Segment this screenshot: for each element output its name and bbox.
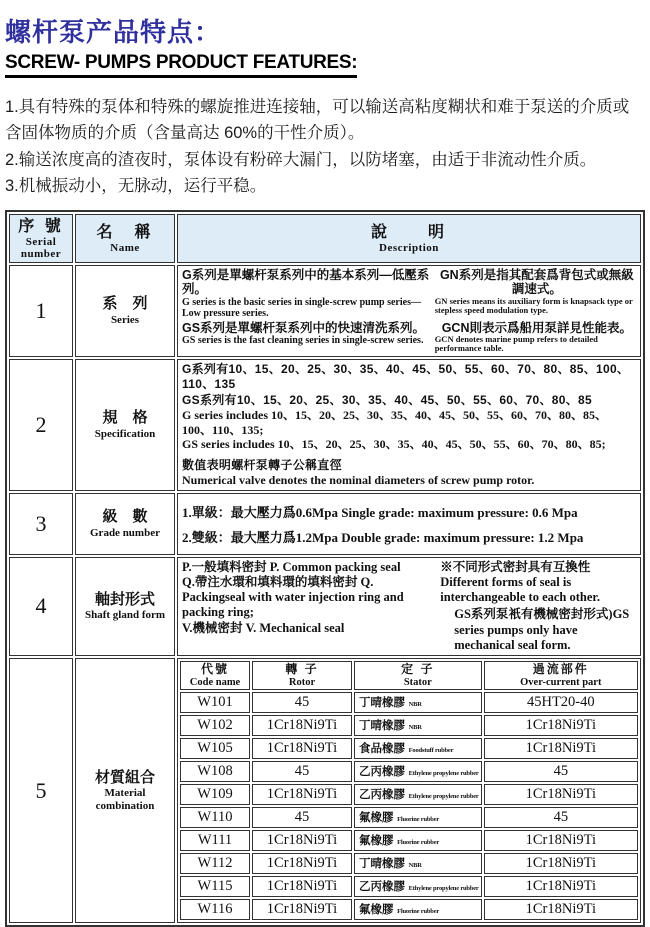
header-serial-en: Serial number bbox=[20, 235, 62, 260]
grade-name bbox=[75, 493, 175, 555]
gland-note-2: GS系列泵衹有機械密封形式)GS series pumps only have mechanical seal form. bbox=[454, 607, 630, 652]
material-stator bbox=[354, 899, 482, 920]
spec-name bbox=[75, 359, 175, 491]
seal-type-p: P.一般填料密封 P. Common packing seal bbox=[182, 559, 401, 574]
material-stator-zh: 氟橡膠 bbox=[359, 904, 394, 917]
material-code: W109 bbox=[180, 784, 250, 805]
material-stator-zh: 氟橡膠 bbox=[359, 812, 394, 825]
material-code: W108 bbox=[180, 761, 250, 782]
material-rotor: 1Cr18Ni9Ti bbox=[252, 738, 352, 759]
material-stator-en: Fluorine rubber bbox=[397, 816, 440, 824]
material-rotor: 1Cr18Ni9Ti bbox=[252, 853, 352, 874]
gland-notes bbox=[440, 560, 640, 654]
material-stator bbox=[354, 715, 482, 736]
material-description bbox=[177, 658, 641, 923]
material-stator bbox=[354, 853, 482, 874]
grade-line-single: 1.單級：最大壓力爲0.6Mpa Single grade: maximum pressure: 0.6 Mpa bbox=[182, 504, 578, 520]
material-part: 1Cr18Ni9Ti bbox=[484, 715, 638, 736]
series-gs-zh: GS系列是單螺杆泵系列中的快速清洗系列。 bbox=[182, 320, 426, 335]
page-title-zh: 螺杆泵产品特点： bbox=[5, 17, 222, 47]
material-stator bbox=[354, 761, 482, 782]
material-part: 45 bbox=[484, 761, 638, 782]
header-serial bbox=[9, 214, 73, 263]
material-part: 1Cr18Ni9Ti bbox=[484, 784, 638, 805]
material-name bbox=[75, 658, 175, 923]
material-stator-zh: 乙丙橡膠 bbox=[359, 789, 405, 802]
material-stator bbox=[354, 692, 482, 713]
material-rotor: 1Cr18Ni9Ti bbox=[252, 876, 352, 897]
series-g-en: G series is the basic series in single-screw pump series—Low pressure series. bbox=[182, 296, 421, 319]
material-name-zh: 材質組合 bbox=[94, 768, 155, 786]
material-row-w112 bbox=[180, 853, 638, 874]
series-name bbox=[75, 265, 175, 357]
series-serial: 1 bbox=[9, 265, 73, 357]
material-part: 1Cr18Ni9Ti bbox=[484, 876, 638, 897]
series-gn-zh: GN系列是指其配套爲背包式或無級調速式。 bbox=[439, 267, 634, 297]
gland-note-1: ※不同形式密封具有互換性 Different forms of seal is interchangeable to each other. bbox=[440, 559, 600, 604]
series-name-en: Series bbox=[110, 313, 140, 326]
material-code: W110 bbox=[180, 807, 250, 828]
gland-name-en: Shaft gland form bbox=[84, 609, 166, 622]
material-header-part-zh: 過流部件 bbox=[532, 662, 589, 676]
material-stator-zh: 丁晴橡膠 bbox=[359, 858, 405, 871]
material-part: 1Cr18Ni9Ti bbox=[484, 853, 638, 874]
material-part: 45HT20-40 bbox=[484, 692, 638, 713]
seal-type-q: Q.帶注水環和填料環的填料密封 Q. Packingseal with water injection ring and packing ring; bbox=[182, 574, 404, 620]
material-code: W105 bbox=[180, 738, 250, 759]
seal-type-v: V.機械密封 V. Mechanical seal bbox=[182, 620, 345, 635]
product-spec-table bbox=[5, 210, 645, 927]
material-header-row bbox=[180, 661, 638, 690]
series-description bbox=[177, 265, 641, 357]
material-stator-zh: 乙丙橡膠 bbox=[359, 881, 405, 894]
material-table bbox=[178, 659, 640, 922]
spec-line-5: 數值表明螺杆泵轉子公稱直徑 bbox=[182, 457, 342, 472]
material-header-part-en: Over-current part bbox=[520, 676, 602, 688]
feature-item-3: 3.机械振动小，无脉动，运行平稳。 bbox=[5, 177, 267, 196]
material-header-stator-zh: 定 子 bbox=[401, 662, 435, 676]
material-stator-zh: 乙丙橡膠 bbox=[359, 766, 405, 779]
material-stator-en: Foodstuff rubber bbox=[408, 747, 454, 755]
gland-seal-types bbox=[182, 560, 436, 654]
material-stator bbox=[354, 807, 482, 828]
series-gcn-en: GCN denotes marine pump refers to detailed performance table. bbox=[434, 333, 598, 354]
material-row-w105 bbox=[180, 738, 638, 759]
row-material bbox=[9, 658, 641, 923]
material-stator-zh: 丁晴橡膠 bbox=[359, 720, 405, 733]
material-row-w115 bbox=[180, 876, 638, 897]
spec-line-4: GS series includes 10、15、20、25、30、35、40、45、50、55、60、70、80、85; bbox=[182, 437, 606, 452]
material-stator-zh: 氟橡膠 bbox=[359, 835, 394, 848]
grade-serial: 3 bbox=[9, 493, 73, 555]
series-gs-en: GS series is the fast cleaning series in single-screw series. bbox=[182, 334, 424, 346]
material-stator-en: NBR bbox=[408, 724, 422, 732]
material-row-w108 bbox=[180, 761, 638, 782]
material-header-code bbox=[180, 661, 250, 690]
gland-grid bbox=[182, 560, 636, 654]
series-pair-grid bbox=[182, 268, 636, 354]
series-pair-gn bbox=[435, 268, 639, 319]
material-part: 45 bbox=[484, 807, 638, 828]
spec-line-6: Numerical valve denotes the nominal diameters of screw pump rotor. bbox=[182, 473, 535, 488]
material-header-rotor-en: Rotor bbox=[288, 676, 316, 688]
series-gcn-zh: GCN則表示爲船用泵詳見性能表。 bbox=[441, 320, 632, 335]
spec-line-1: G系列有10、15、20、25、30、35、40、45、50、55、60、70、80、85、100、110、135 bbox=[182, 361, 630, 392]
spec-name-zh: 規 格 bbox=[102, 409, 148, 427]
material-header-stator-en: Stator bbox=[403, 676, 432, 688]
page-subtitle-wrap bbox=[5, 52, 645, 78]
material-stator-en: Fluorine rubber bbox=[397, 908, 440, 916]
material-stator-zh: 丁晴橡膠 bbox=[359, 697, 405, 710]
series-pair-g bbox=[182, 268, 432, 319]
row-series bbox=[9, 265, 641, 357]
header-name-en: Name bbox=[110, 241, 140, 254]
material-rotor: 45 bbox=[252, 807, 352, 828]
material-stator-en: NBR bbox=[408, 701, 422, 709]
material-name-en: Material combination bbox=[95, 787, 155, 813]
material-header-rotor-zh: 轉 子 bbox=[285, 662, 319, 676]
grade-name-zh: 級 數 bbox=[102, 508, 148, 526]
spec-line-3: G series includes 10、15、20、25、30、35、40、45、50、55、60、70、80、85、100、110、135; bbox=[182, 408, 607, 437]
series-gn-en: GN series means its auxiliary form is knapsack type or stepless speed modulation type. bbox=[434, 295, 633, 315]
material-rotor: 45 bbox=[252, 692, 352, 713]
material-header-rotor bbox=[252, 661, 352, 690]
material-row-w102 bbox=[180, 715, 638, 736]
series-pair-gs bbox=[182, 321, 432, 354]
material-code: W101 bbox=[180, 692, 250, 713]
material-row-w110 bbox=[180, 807, 638, 828]
material-stator-en: Ethylene propylene rubber bbox=[408, 770, 479, 778]
grade-name-en: Grade number bbox=[90, 526, 160, 539]
material-rotor: 1Cr18Ni9Ti bbox=[252, 899, 352, 920]
row-shaft-gland bbox=[9, 557, 641, 657]
spec-serial: 2 bbox=[9, 359, 73, 491]
header-description-zh: 說 明 bbox=[370, 223, 447, 241]
material-row-w111 bbox=[180, 830, 638, 851]
material-rotor: 1Cr18Ni9Ti bbox=[252, 784, 352, 805]
spec-name-en: Specification bbox=[94, 427, 156, 440]
material-rotor: 45 bbox=[252, 761, 352, 782]
material-code: W112 bbox=[180, 853, 250, 874]
material-stator-en: Ethylene propylene rubber bbox=[408, 885, 479, 893]
page-subtitle-en: SCREW- PUMPS PRODUCT FEATURES: bbox=[5, 52, 357, 78]
feature-list bbox=[5, 94, 645, 200]
header-name-zh: 名 稱 bbox=[96, 223, 154, 241]
spec-header-row bbox=[9, 214, 641, 263]
series-pair-gcn bbox=[435, 321, 639, 354]
material-stator bbox=[354, 784, 482, 805]
material-code: W111 bbox=[180, 830, 250, 851]
material-stator bbox=[354, 830, 482, 851]
material-stator bbox=[354, 738, 482, 759]
gland-serial: 4 bbox=[9, 557, 73, 657]
gland-name bbox=[75, 557, 175, 657]
row-grade bbox=[9, 493, 641, 555]
feature-item-1: 1.具有特殊的泵体和特殊的螺旋推进连接轴，可以输送高粘度糊状和难于泵送的介质或含固体物质的介质（含量高达 60%的干性介质）。 bbox=[5, 98, 630, 143]
material-code: W116 bbox=[180, 899, 250, 920]
row-specification bbox=[9, 359, 641, 491]
grade-description bbox=[177, 493, 641, 555]
header-description-en: Description bbox=[379, 241, 439, 254]
material-row-w109 bbox=[180, 784, 638, 805]
header-name bbox=[75, 214, 175, 263]
material-code: W115 bbox=[180, 876, 250, 897]
material-row-w101 bbox=[180, 692, 638, 713]
material-rotor: 1Cr18Ni9Ti bbox=[252, 715, 352, 736]
gland-description bbox=[177, 557, 641, 657]
material-stator-zh: 食品橡膠 bbox=[359, 743, 405, 756]
material-stator-en: NBR bbox=[408, 862, 422, 870]
material-stator-en: Fluorine rubber bbox=[397, 839, 440, 847]
material-part: 1Cr18Ni9Ti bbox=[484, 899, 638, 920]
material-stator-en: Ethylene propylene rubber bbox=[408, 793, 479, 801]
grade-line-double: 2.雙級：最大壓力爲1.2Mpa Double grade: maximum pressure: 1.2 Mpa bbox=[182, 529, 584, 545]
header-serial-zh: 序 號 bbox=[18, 217, 64, 235]
material-serial: 5 bbox=[9, 658, 73, 923]
material-header-part bbox=[484, 661, 638, 690]
feature-item-2: 2.输送浓度高的渣夜时，泵体设有粉碎大漏门，以防堵塞，由适于非流动性介质。 bbox=[5, 150, 597, 169]
material-row-w116 bbox=[180, 899, 638, 920]
material-rotor: 1Cr18Ni9Ti bbox=[252, 830, 352, 851]
material-part: 1Cr18Ni9Ti bbox=[484, 830, 638, 851]
header-description bbox=[177, 214, 641, 263]
gland-name-zh: 軸封形式 bbox=[94, 590, 155, 608]
material-code: W102 bbox=[180, 715, 250, 736]
series-name-zh: 系 列 bbox=[102, 295, 148, 313]
spec-description bbox=[177, 359, 641, 491]
series-g-zh: G系列是單螺杆泵系列中的基本系列—低壓系列。 bbox=[182, 267, 430, 297]
material-header-stator bbox=[354, 661, 482, 690]
material-header-code-zh: 代號 bbox=[200, 662, 229, 676]
material-stator bbox=[354, 876, 482, 897]
spec-line-2: GS系列有10、15、20、25、30、35、40、45、50、55、60、70、80、85 bbox=[182, 392, 593, 407]
material-header-code-en: Code name bbox=[189, 676, 241, 688]
material-part: 1Cr18Ni9Ti bbox=[484, 738, 638, 759]
